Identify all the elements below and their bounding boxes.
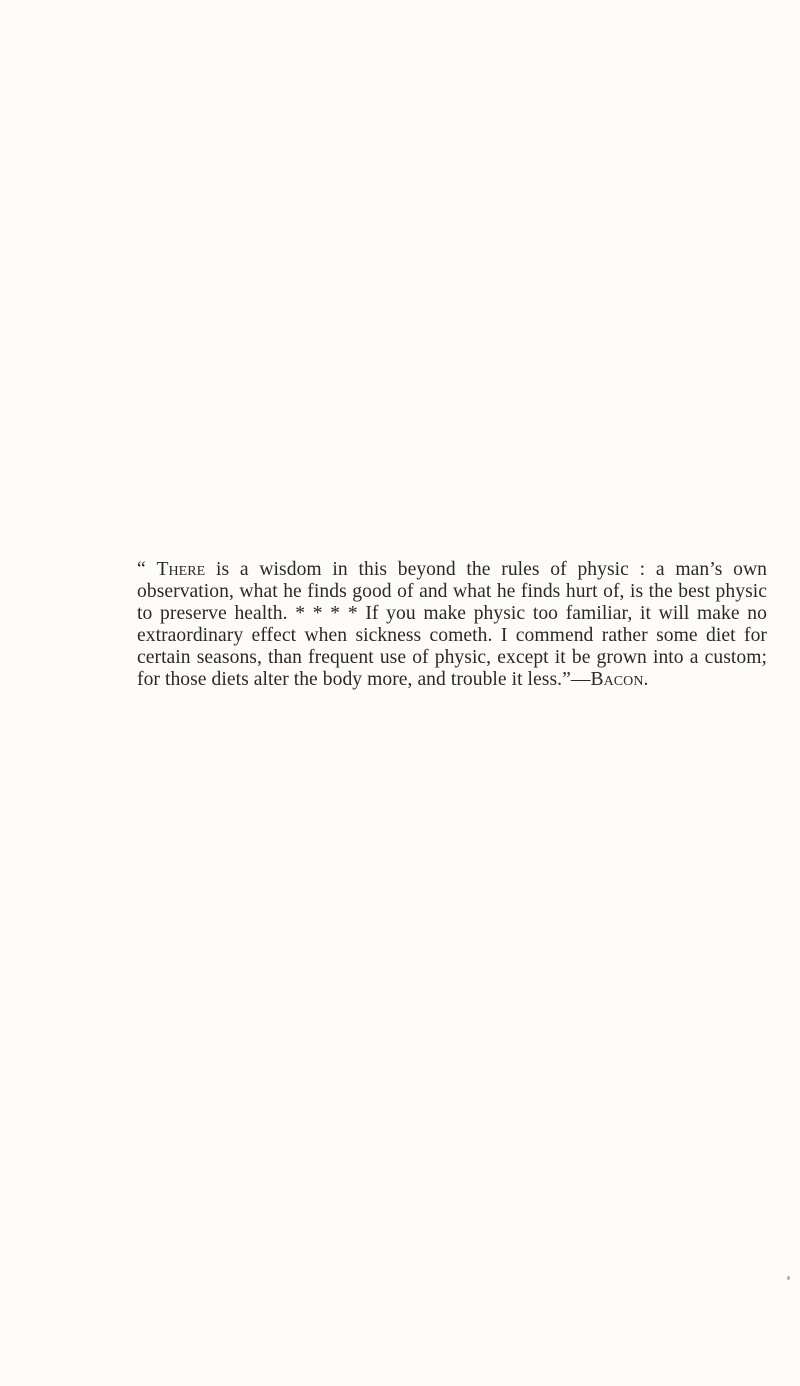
open-quote-mark: “: [137, 559, 157, 580]
quote-lead-word: There: [156, 559, 206, 580]
epigraph-quote: [137, 559, 767, 691]
quote-body: is a wisdom in this beyond the rules of physic : a man’s own observation, what he finds good of and what he finds hurt of, is the best physic to preserve health. * * * * If you make physic too familiar, it will make no extraordinary effect when sickness cometh. I commend rather some diet for certain seasons, than frequent use of physic, except it be grown into a custom; for those diets alter the body more, and trouble it less.”—: [137, 559, 767, 690]
quote-author: Bacon.: [590, 669, 649, 690]
paper-speck: [787, 1276, 790, 1280]
